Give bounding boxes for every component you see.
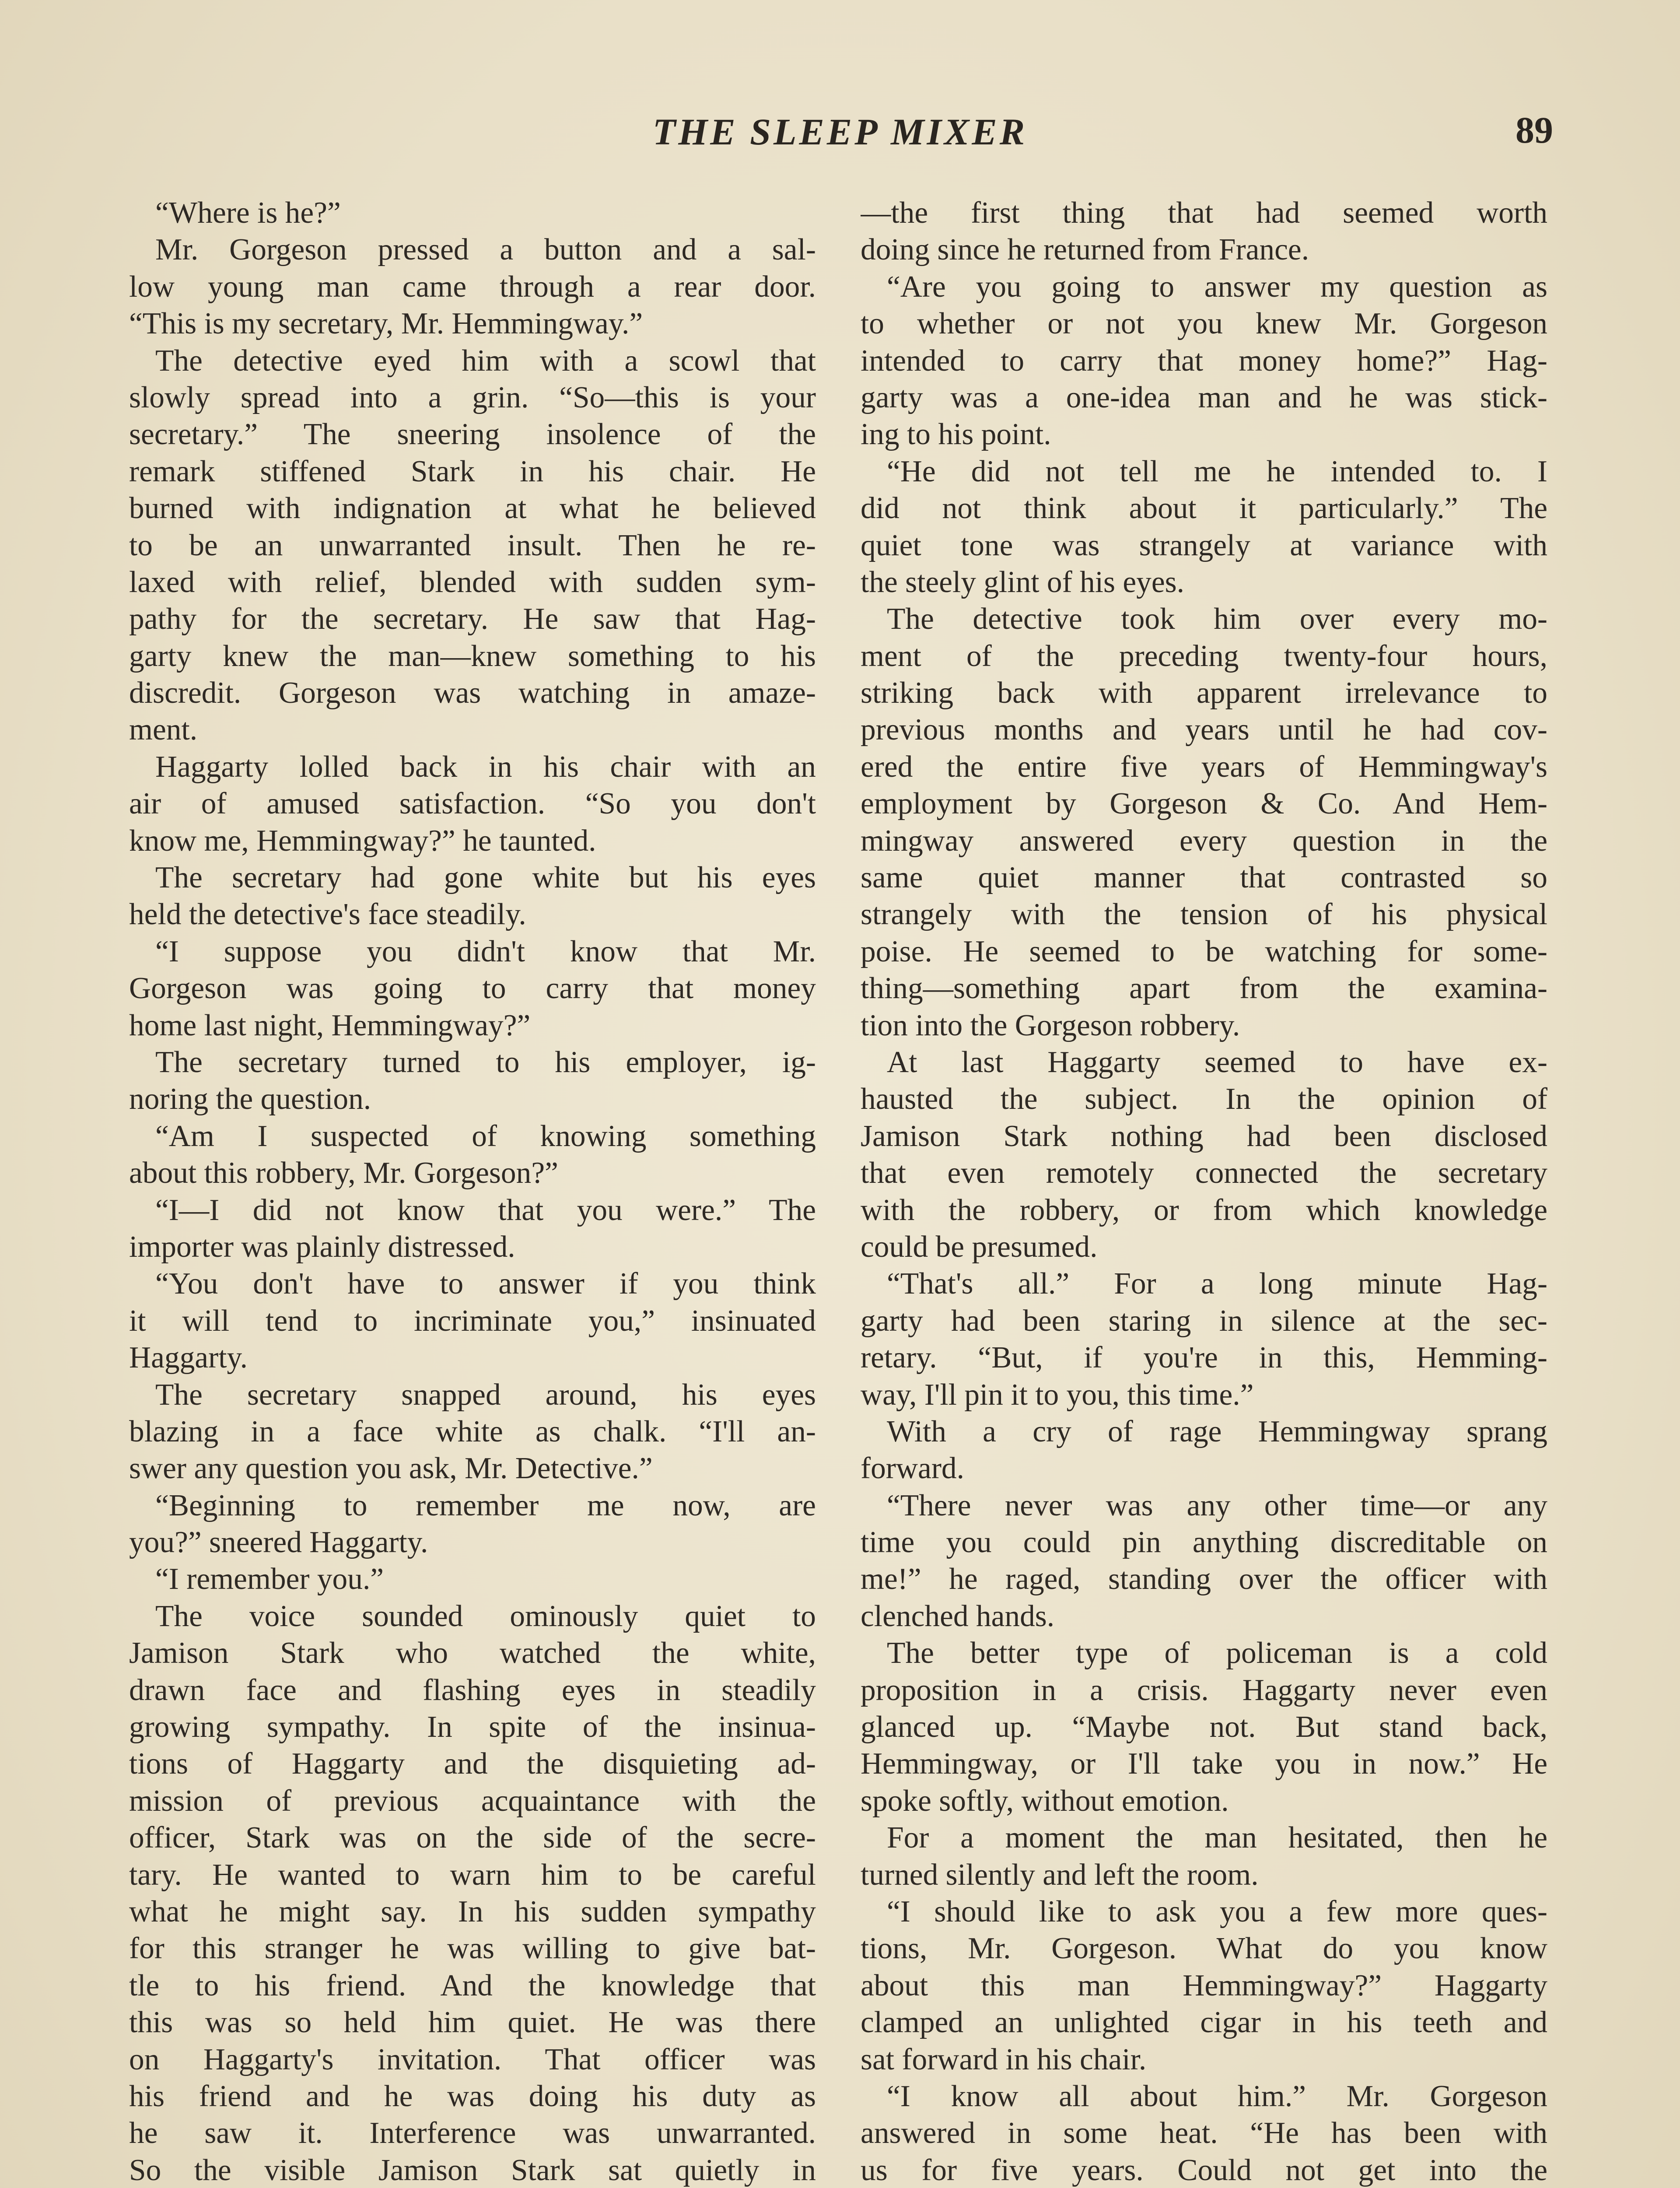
text-line: The voice sounded ominously quiet to: [155, 1599, 816, 1633]
text-line: For a moment the man hesitated, then he: [887, 1821, 1547, 1855]
text-line: remark stiffened Stark in his chair. He: [129, 454, 816, 488]
text-line: forward.: [861, 1452, 964, 1486]
running-head-title: THE SLEEP MIXER: [652, 111, 1028, 153]
text-line: The secretary had gone white but his eyes: [155, 861, 816, 895]
text-line: discredit. Gorgeson was watching in amaze-: [129, 676, 816, 710]
text-line: The better type of policeman is a cold: [887, 1636, 1547, 1670]
text-line: glanced up. “Maybe not. But stand back,: [861, 1710, 1547, 1744]
text-line: this was so held him quiet. He was there: [129, 2006, 816, 2040]
text-line: “I should like to ask you a few more ques-: [887, 1894, 1547, 1929]
text-line: Hemmingway, or I'll take you in now.” He: [861, 1747, 1547, 1781]
text-line: tions, Mr. Gorgeson. What do you know: [861, 1932, 1547, 1966]
text-line: hausted the subject. In the opinion of: [861, 1082, 1547, 1116]
text-line: Jamison Stark nothing had been disclosed: [861, 1119, 1547, 1153]
text-line: mission of previous acquaintance with the: [129, 1784, 816, 1818]
text-line: ered the entire five years of Hemmingway's: [861, 750, 1547, 784]
text-line: turned silently and left the room.: [861, 1858, 1259, 1892]
text-line: held the detective's face steadily.: [129, 898, 526, 932]
text-line: proposition in a crisis. Haggarty never even: [861, 1673, 1547, 1707]
text-line: The secretary snapped around, his eyes: [155, 1378, 816, 1412]
text-line: he saw it. Interference was unwarranted.: [129, 2116, 816, 2150]
text-line: —the first thing that had seemed worth: [861, 196, 1547, 230]
text-line: doing since he returned from France.: [861, 233, 1309, 267]
text-line: same quiet manner that contrasted so: [861, 861, 1547, 895]
text-line: “There never was any other time—or any: [887, 1488, 1547, 1522]
text-line: officer, Stark was on the side of the secre-: [129, 1821, 816, 1855]
text-line: clenched hands.: [861, 1599, 1055, 1633]
text-line: poise. He seemed to be watching for some-: [861, 934, 1547, 968]
text-line: striking back with apparent irrelevance to: [861, 676, 1547, 710]
text-line: tle to his friend. And the knowledge that: [129, 1968, 816, 2002]
text-line: spoke softly, without emotion.: [861, 1784, 1229, 1818]
text-line: time you could pin anything discreditable on: [861, 1525, 1547, 1560]
text-line: “You don't have to answer if you think: [155, 1267, 816, 1301]
text-line: sat forward in his chair.: [861, 2042, 1147, 2076]
text-line: low young man came through a rear door.: [129, 270, 816, 304]
text-line: that even remotely connected the secretary: [861, 1156, 1547, 1190]
text-line: “Beginning to remember me now, are: [155, 1488, 816, 1522]
text-line: strangely with the tension of his physical: [861, 898, 1547, 932]
text-line: The detective took him over every mo-: [887, 602, 1547, 636]
text-line: “This is my secretary, Mr. Hemmingway.”: [129, 307, 643, 341]
text-line: So the visible Jamison Stark sat quietly in: [129, 2153, 816, 2187]
text-line: growing sympathy. In spite of the insinua-: [129, 1710, 816, 1744]
text-line: to be an unwarranted insult. Then he re-: [129, 528, 816, 562]
text-line: about this man Hemmingway?” Haggarty: [861, 1968, 1547, 2002]
text-line: us for five years. Could not get into the: [861, 2153, 1547, 2187]
text-line: Jamison Stark who watched the white,: [129, 1636, 816, 1670]
text-line: “Where is he?”: [155, 196, 341, 230]
text-line: could be presumed.: [861, 1230, 1098, 1264]
text-line: know me, Hemmingway?” he taunted.: [129, 824, 596, 858]
text-line: “I remember you.”: [155, 1562, 384, 1596]
text-line: ment of the preceding twenty-four hours,: [861, 639, 1547, 673]
text-line: on Haggarty's invitation. That officer was: [129, 2042, 816, 2076]
text-line: “I know all about him.” Mr. Gorgeson: [887, 2079, 1547, 2113]
text-line: clamped an unlighted cigar in his teeth and: [861, 2006, 1547, 2040]
text-line: mingway answered every question in the: [861, 824, 1547, 858]
text-line: “I suppose you didn't know that Mr.: [155, 934, 816, 968]
text-line: the steely glint of his eyes.: [861, 565, 1185, 599]
text-line: swer any question you ask, Mr. Detective.”: [129, 1452, 653, 1486]
text-line: way, I'll pin it to you, this time.”: [861, 1378, 1254, 1412]
text-line: slowly spread into a grin. “So—this is your: [129, 380, 816, 414]
text-line: noring the question.: [129, 1082, 371, 1116]
page-number: 89: [1516, 109, 1553, 151]
text-line: Haggarty.: [129, 1341, 248, 1375]
text-line: retary. “But, if you're in this, Hemming-: [861, 1341, 1547, 1375]
text-line: me!” he raged, standing over the officer with: [861, 1562, 1547, 1596]
text-line: air of amused satisfaction. “So you don't: [129, 787, 816, 821]
text-line: laxed with relief, blended with sudden sym-: [129, 565, 816, 599]
text-line: With a cry of rage Hemmingway sprang: [887, 1414, 1547, 1448]
text-line: answered in some heat. “He has been with: [861, 2116, 1547, 2150]
text-line: blazing in a face white as chalk. “I'll an-: [129, 1414, 816, 1448]
text-line: garty had been staring in silence at the sec-: [861, 1304, 1547, 1338]
text-line: At last Haggarty seemed to have ex-: [887, 1045, 1547, 1079]
left-text-column: [129, 195, 816, 2188]
text-line: The detective eyed him with a scowl that: [155, 344, 816, 378]
text-line: did not think about it particularly.” The: [861, 491, 1547, 526]
text-line: tary. He wanted to warn him to be careful: [129, 1858, 816, 1892]
text-line: secretary.” The sneering insolence of the: [129, 417, 816, 452]
text-line: tion into the Gorgeson robbery.: [861, 1008, 1240, 1042]
text-line: you?” sneered Haggarty.: [129, 1525, 428, 1560]
text-line: pathy for the secretary. He saw that Hag-: [129, 602, 816, 636]
text-line: intended to carry that money home?” Hag-: [861, 344, 1547, 378]
text-line: about this robbery, Mr. Gorgeson?”: [129, 1156, 558, 1190]
text-line: “That's all.” For a long minute Hag-: [887, 1267, 1547, 1301]
text-line: garty knew the man—knew something to his: [129, 639, 816, 673]
text-line: thing—something apart from the examina-: [861, 971, 1547, 1006]
text-line: employment by Gorgeson & Co. And Hem-: [861, 787, 1547, 821]
text-line: burned with indignation at what he believed: [129, 491, 816, 526]
text-line: ing to his point.: [861, 417, 1051, 452]
text-line: “Are you going to answer my question as: [887, 270, 1547, 304]
text-line: tions of Haggarty and the disquieting ad-: [129, 1747, 816, 1781]
text-line: “He did not tell me he intended to. I: [887, 454, 1547, 488]
text-line: Gorgeson was going to carry that money: [129, 971, 816, 1006]
text-line: his friend and he was doing his duty as: [129, 2079, 816, 2113]
text-line: “Am I suspected of knowing something: [155, 1119, 816, 1153]
text-line: Haggarty lolled back in his chair with an: [155, 750, 816, 784]
text-line: ment.: [129, 713, 198, 747]
text-line: “I—I did not know that you were.” The: [155, 1193, 816, 1227]
text-line: importer was plainly distressed.: [129, 1230, 515, 1264]
text-line: Mr. Gorgeson pressed a button and a sal-: [155, 233, 816, 267]
text-line: previous months and years until he had cov-: [861, 713, 1547, 747]
text-line: drawn face and flashing eyes in steadily: [129, 1673, 816, 1707]
text-line: with the robbery, or from which knowledge: [861, 1193, 1547, 1227]
text-line: garty was a one-idea man and he was stick-: [861, 380, 1547, 414]
text-line: for this stranger he was willing to give bat-: [129, 1932, 816, 1966]
right-text-column: [861, 195, 1547, 2188]
text-line: to whether or not you knew Mr. Gorgeson: [861, 307, 1547, 341]
text-line: it will tend to incriminate you,” insinuated: [129, 1304, 816, 1338]
text-line: The secretary turned to his employer, ig-: [155, 1045, 816, 1079]
text-line: quiet tone was strangely at variance with: [861, 528, 1547, 562]
text-line: home last night, Hemmingway?”: [129, 1008, 531, 1042]
text-line: what he might say. In his sudden sympathy: [129, 1894, 816, 1929]
